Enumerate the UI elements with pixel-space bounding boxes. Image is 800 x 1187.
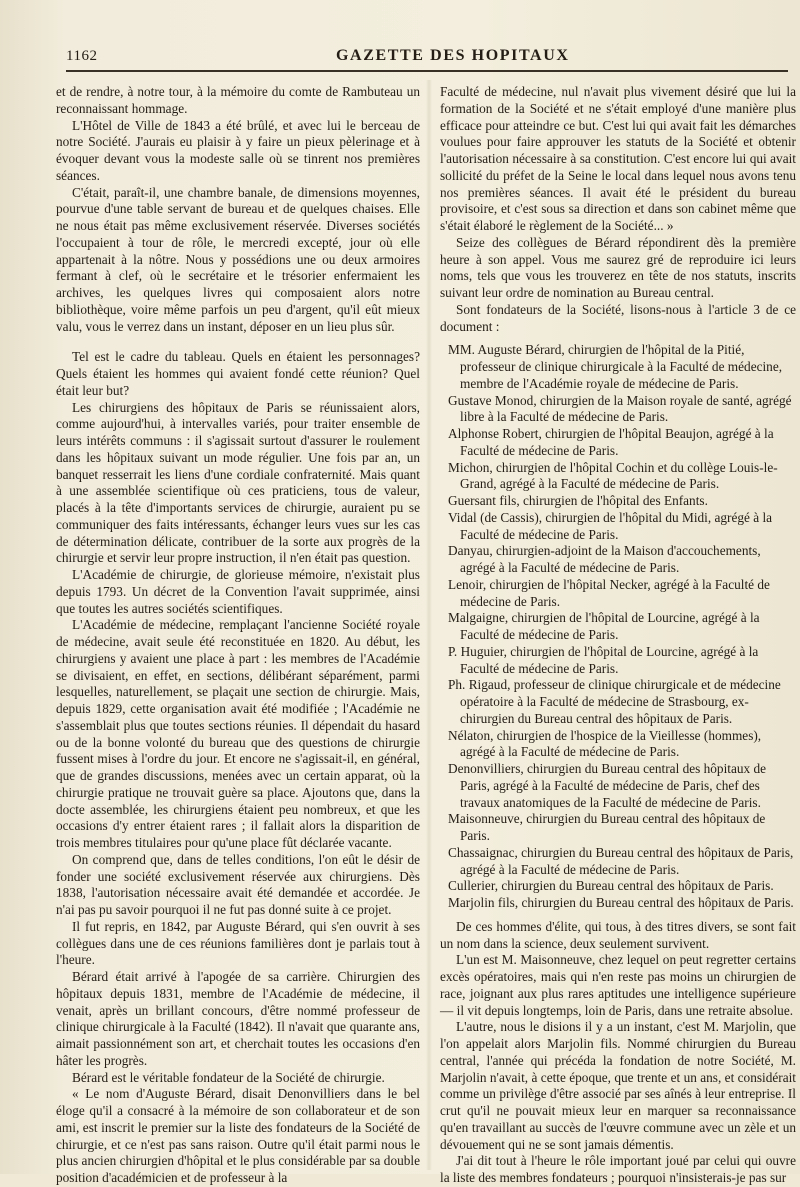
paragraph: L'Académie de chirurgie, de glorieuse mémoire, n'existait plus depuis 1793. Un décret de la Convention l'avait supprimée, ainsi que toutes les autres sociétés scientifiques. bbox=[56, 567, 420, 616]
list-item: MM. Auguste Bérard, chirurgien de l'hôpital de la Pitié, professeur de clinique chirurgicale à la Faculté de médecine, membre de l'Académie royale de médecine de Paris. bbox=[448, 342, 783, 391]
list-gap bbox=[440, 335, 796, 342]
list-item: Nélaton, chirurgien de l'hospice de la Vieillesse (hommes), agrégé à la Faculté de médecine de Paris. bbox=[448, 727, 762, 760]
list-item: Danyau, chirurgien-adjoint de la Maison d'accouchements, agrégé à la Faculté de médecine de Paris. bbox=[448, 543, 761, 575]
paragraph: L'Hôtel de Ville de 1843 a été brûlé, et avec lui le berceau de notre Société. J'aurais eu plaisir à y faire un pieux pèlerinage et à évoquer devant vous la modeste salle où se tinrent nos premières séances. bbox=[56, 117, 420, 183]
list-item: Gustave Monod, chirurgien de la Maison royale de santé, agrégé libre à la Faculté de médecine de Paris. bbox=[448, 392, 792, 425]
right-column bbox=[440, 84, 796, 1187]
list-item: Ph. Rigaud, professeur de clinique chirurgicale et de médecine opératoire à la Faculté de médecine de Strasbourg, ex-chirurgien du Bureau central des hôpitaux de Paris. bbox=[448, 677, 781, 726]
founders-list bbox=[440, 342, 796, 912]
list-item: Cullerier, chirurgien du Bureau central des hôpitaux de Paris. bbox=[448, 878, 774, 894]
paragraph: Faculté de médecine, nul n'avait plus vivement désiré que lui la formation de la Société et ne s'était employé d'une manière plus efficace pour atteindre ce but. C'est lui qui avait fait les démarches voulues pour faire approuver les statuts de la Société et obtenir l'autorisation nécessaire à sa constitution. C'est encore lui qui avait sollicité du préfet de la Seine le local dans lequel nous avons tenu nos premières séances. Il avait été le président du bureau provisoire, et c'est sous sa direction et dans son cabinet même que s'était élaboré le règlement de la Société... » bbox=[440, 84, 796, 233]
list-item: Chassaignac, chirurgien du Bureau central des hôpitaux de Paris, agrégé à la Faculté de médecine de Paris. bbox=[448, 844, 794, 877]
list-item: Vidal (de Cassis), chirurgien de l'hôpital du Midi, agrégé à la Faculté de médecine de Paris. bbox=[448, 509, 773, 542]
list-item: Marjolin fils, chirurgien du Bureau central des hôpitaux de Paris. bbox=[448, 895, 794, 910]
page-number: 1162 bbox=[66, 48, 98, 64]
section-gap bbox=[56, 335, 420, 349]
running-title: GAZETTE DES HOPITAUX bbox=[336, 47, 570, 64]
paragraph: L'autre, nous le disions il y a un instant, c'est M. Marjolin, que l'on appelait alors Marjolin fils. Nommé chirurgien du Bureau central, l'année qui précéda la fondation de notre Société, M. Marjolin n'avait, à cette époque, que trente et un ans, et considérait comme un privilège d'être associé par ses aînés à leur entreprise. Il crut qu'il ne pouvait mieux leur en marquer sa reconnaissance qu'en travaillant au succès de l'œuvre commune avec un zèle et un dévouement qui ne se sont jamais démentis. bbox=[440, 1019, 796, 1152]
paragraph: Sont fondateurs de la Société, lisons-nous à l'article 3 de ce document : bbox=[440, 301, 796, 334]
left-column bbox=[56, 84, 420, 1187]
list-item: Malgaigne, chirurgien de l'hôpital de Lourcine, agrégé à la Faculté de médecine de Paris. bbox=[448, 610, 760, 642]
paragraph: C'était, paraît-il, une chambre banale, de dimensions moyennes, pourvue d'une table servant de bureau et de quelques chaises. Elle ne nous était pas même exclusivement réservée. Diverses sociétés l'occupaient à tour de rôle, le mercredi excepté, jour où elle appartenait à la nôtre. Nous y possédions une ou deux armoires fermant à clef, où le secrétaire et le trésorier enfermaient les archives, les quelques livres qui composaient alors notre bibliothèque, voire même parfois un peu d'argent, qu'il eût mieux valu, vous le verrez dans un instant, déposer en un lieu plus sûr. bbox=[56, 184, 420, 334]
paragraph: et de rendre, à notre tour, à la mémoire du comte de Rambuteau un reconnaissant hommage. bbox=[56, 84, 420, 116]
paragraph: Tel est le cadre du tableau. Quels en étaient les personnages? Quels étaient les hommes qui avaient fondé cette réunion? Quel était leur but? bbox=[56, 349, 420, 398]
list-item: Lenoir, chirurgien de l'hôpital Necker, agrégé à la Faculté de médecine de Paris. bbox=[448, 576, 770, 609]
paragraph: J'ai dit tout à l'heure le rôle important joué par celui qui ouvre la liste des membres fondateurs ; pourquoi n'insisterais-je pas sur bbox=[440, 1153, 796, 1185]
list-item: Maisonneuve, chirurgien du Bureau central des hôpitaux de Paris. bbox=[448, 811, 766, 843]
paragraph: De ces hommes d'élite, qui tous, à des titres divers, se sont fait un nom dans la science, deux seulement survivent. bbox=[440, 918, 796, 951]
column-gutter bbox=[426, 80, 432, 1170]
list-item: P. Huguier, chirurgien de l'hôpital de Lourcine, agrégé à la Faculté de médecine de Paris. bbox=[448, 643, 759, 676]
list-item: Alphonse Robert, chirurgien de l'hôpital Beaujon, agrégé à la Faculté de médecine de Paris. bbox=[448, 426, 774, 458]
page-header bbox=[66, 40, 798, 68]
paragraph: Seize des collègues de Bérard répondirent dès la première heure à son appel. Vous me saurez gré de reproduire ici leurs noms, tels que vous les trouverez en tête de nos statuts, inscrits suivant leur ordre de nomination au Bureau central. bbox=[440, 234, 796, 300]
paragraph: On comprend que, dans de telles conditions, l'on eût le désir de fonder une société exclusivement réservée aux chirurgiens. Dès 1838, l'autorisation nécessaire avait été demandée et accordée. Je n'ai pas pu savoir pourquoi il ne fut pas donné suite à ce projet. bbox=[56, 851, 420, 917]
paragraph: L'Académie de médecine, remplaçant l'ancienne Société royale de médecine, avait seule été reconstituée en 1820. Au début, les chirurgiens y avaient une place à part : les membres de l'Académie se divisaient, en effet, en sections, délibérant séparément, parmi lesquelles, naturellement, se plaçait une section de chirurgie. Mais, depuis 1829, cette organisation avait été modifiée ; l'Académie ne s'assemblait plus que toutes sections réunies. Il dépendait du hasard ou de la bonne volonté du bureau que des questions de chirurgie fussent mises à l'ordre du jour. Et encore ne s'agissait-il, en général, que de grandes discussions, menées avec un certain apparat, où la chirurgie pratique ne trouvait guère sa place. Ajoutons que, dans la docte assemblée, les chirurgiens étaient peu nombreux, et que les occasions d'y entrer étaient rares ; il fallait alors la disparition de trois membres titulaires pour qu'une place fût déclarée vacante. bbox=[56, 617, 420, 850]
header-rule bbox=[66, 70, 788, 72]
paragraph: Bérard est le véritable fondateur de la Société de chirurgie. bbox=[72, 1069, 385, 1085]
paragraph: L'un est M. Maisonneuve, chez lequel on peut regretter certains excès opératoires, mais qui n'en reste pas moins un chirurgien de race, joignant aux plus rares aptitudes une intelligence supérieure — il vit depuis longtemps, loin de Paris, dans une retraite absolue. bbox=[440, 952, 796, 1018]
paragraph: Il fut repris, en 1842, par Auguste Bérard, qui s'en ouvrit à ses collègues dans une de ces réunions familières dont je parlais tout à l'heure. bbox=[56, 918, 420, 968]
list-item: Michon, chirurgien de l'hôpital Cochin et du collège Louis-le-Grand, agrégé à la Faculté de médecine de Paris. bbox=[448, 459, 778, 492]
paragraph: Bérard était arrivé à l'apogée de sa carrière. Chirurgien des hôpitaux depuis 1831, membre de l'Académie de médecine, il venait, après un brillant concours, d'être nommé professeur de clinique chirurgicale à la Faculté (1842). Il n'avait que quarante ans, aimait passionnément son art, et cherchait toutes les occasions d'en hâter les progrès. bbox=[56, 969, 420, 1068]
list-item: Guersant fils, chirurgien de l'hôpital des Enfants. bbox=[448, 493, 708, 508]
paragraph: « Le nom d'Auguste Bérard, disait Denonvilliers dans le bel éloge qu'il a consacré à la mémoire de son collaborateur et de son ami, est inscrit le premier sur la liste des fondateurs de la Société de chirurgie, et ce n'est pas sans raison. Outre qu'il était parmi nous le plus ancien chirurgien d'hôpital et le plus considérable par sa double position d'académicien et de professeur à la bbox=[56, 1086, 420, 1185]
list-gap bbox=[440, 912, 796, 919]
list-item: Denonvilliers, chirurgien du Bureau central des hôpitaux de Paris, agrégé à la Faculté de médecine de Paris, chef des travaux anatomiques de la Faculté de médecine de Paris. bbox=[448, 761, 767, 810]
paragraph: Les chirurgiens des hôpitaux de Paris se réunissaient alors, comme aujourd'hui, à intervalles variés, pour traiter ensemble de leurs intérêts communs : il s'agissait surtout d'assurer le roulement dans les hôpitaux suivant un mode régulier. Une fois par an, un banquet resserrait les liens d'une cordiale confraternité. Mais quant à une assemblée scientifique où ces praticiens, tous de valeur, placés à la tête d'importants services de chirurgie, auraient pu se communiquer des faits intéressants, échanger leurs vues sur les cas de détermination délicate, contribuer de la sorte aux progrès de la chirurgie et servir leur propre instruction, il n'en était pas question. bbox=[56, 399, 420, 566]
